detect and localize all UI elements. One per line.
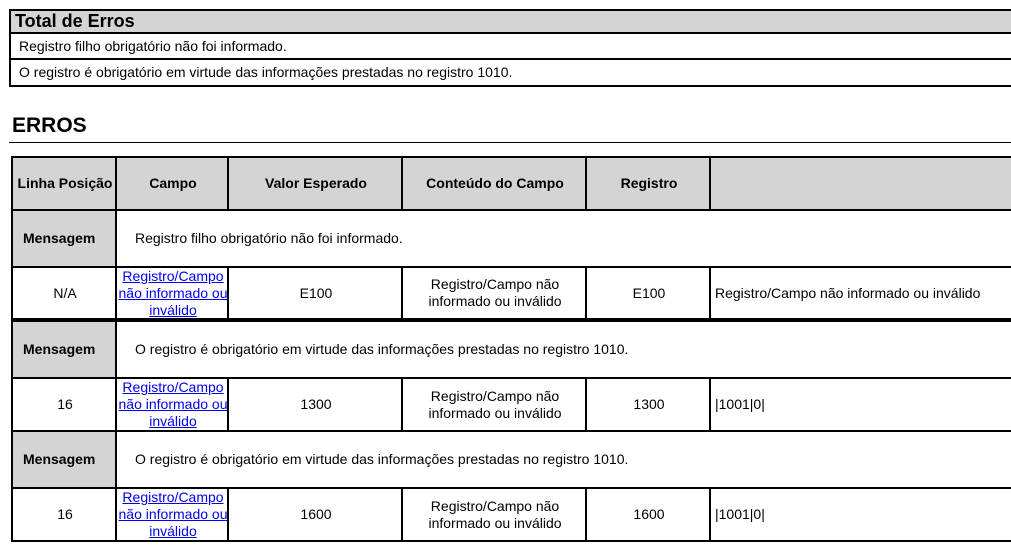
error-campo-link[interactable]: Registro/Campo não informado ou inválido [118, 489, 228, 539]
error-conteudo: Registro/Campo não informado ou inválido [401, 377, 587, 432]
header-linha-posicao: Linha Posição [11, 156, 117, 211]
total-errors-row: Registro filho obrigatório não foi informado. [11, 34, 1011, 60]
header-conteudo-campo: Conteúdo do Campo [401, 156, 587, 211]
error-registro: 1300 [585, 377, 711, 432]
error-linha: 16 [11, 487, 117, 542]
error-conteudo: Registro/Campo não informado ou inválido [401, 266, 587, 320]
header-campo: Campo [115, 156, 229, 211]
error-message: O registro é obrigatório em virtude das informações prestadas no registro 1010. [115, 320, 1011, 379]
error-campo-link[interactable]: Registro/Campo não informado ou inválido [118, 267, 228, 318]
section-divider [9, 142, 1011, 143]
error-valor-esperado: E100 [227, 266, 403, 320]
error-valor-esperado: 1600 [227, 487, 403, 542]
header-valor-esperado: Valor Esperado [227, 156, 403, 211]
total-errors-box [9, 9, 1011, 87]
error-campo-cell [115, 266, 229, 320]
error-valor-esperado: 1300 [227, 377, 403, 432]
message-label: Mensagem [11, 430, 117, 489]
error-campo-cell [115, 377, 229, 432]
error-conteudo: Registro/Campo não informado ou inválido [401, 487, 587, 542]
error-linha: 16 [11, 377, 117, 432]
error-campo-cell [115, 487, 229, 542]
error-registro: E100 [585, 266, 711, 320]
error-detalhe: Registro/Campo não informado ou inválido [709, 266, 1011, 320]
error-linha: N/A [11, 266, 117, 320]
header-registro: Registro [585, 156, 711, 211]
error-message: Registro filho obrigatório não foi informado. [115, 209, 1011, 268]
error-campo-link[interactable]: Registro/Campo não informado ou inválido [118, 379, 228, 429]
error-detalhe: |1001|0| [709, 377, 1011, 432]
error-registro: 1600 [585, 487, 711, 542]
message-label: Mensagem [11, 320, 117, 379]
header-detalhe [709, 156, 1011, 211]
total-errors-title: Total de Erros [11, 11, 1011, 34]
error-message: O registro é obrigatório em virtude das informações prestadas no registro 1010. [115, 430, 1011, 489]
message-label: Mensagem [11, 209, 117, 268]
error-detalhe: |1001|0| [709, 487, 1011, 542]
errors-section-title: ERROS [12, 114, 87, 137]
total-errors-row: O registro é obrigatório em virtude das informações prestadas no registro 1010. [19, 64, 513, 80]
